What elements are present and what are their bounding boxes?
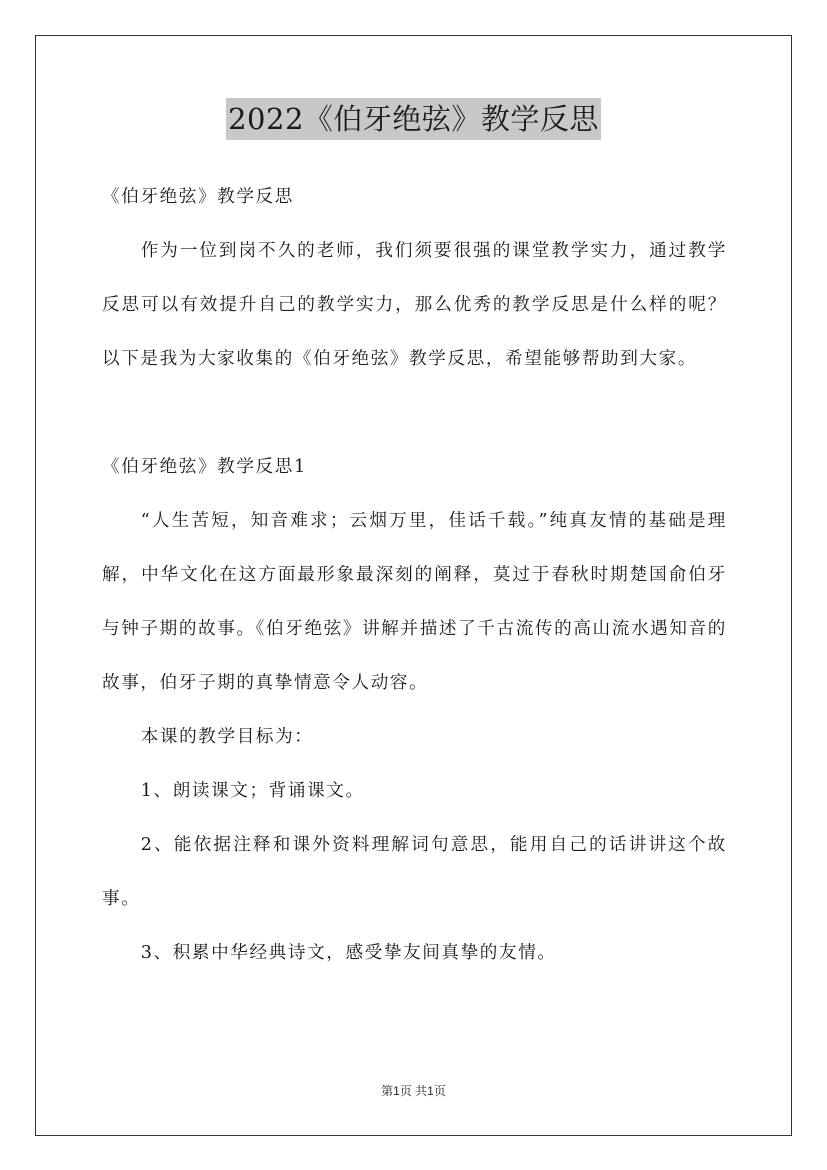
section-heading: 《伯牙绝弦》教学反思1 xyxy=(102,457,307,477)
goals-intro: 本课的教学目标为： xyxy=(140,727,314,747)
goal-item-2: 2、能依据注释和课外资料理解词句意思，能用自己的话讲讲这个故事。 xyxy=(102,835,727,909)
document-subtitle: 《伯牙绝弦》教学反思 xyxy=(102,187,294,207)
intro-paragraph: 作为一位到岗不久的老师，我们须要很强的课堂教学实力，通过教学反思可以有效提升自己的教学实力，那么优秀的教学反思是什么样的呢？以下是我为大家收集的《伯牙绝弦》教学反思，希望能够帮助到大家。 xyxy=(102,241,727,369)
document-body xyxy=(102,170,727,980)
section-spacer xyxy=(102,386,727,440)
document-title: 2022《伯牙绝弦》教学反思 xyxy=(226,98,601,140)
body-paragraph: “人生苦短，知音难求；云烟万里，佳话千载。”纯真友情的基础是理解，中华文化在这方面最形象最深刻的阐释，莫过于春秋时期楚国俞伯牙与钟子期的故事。《伯牙绝弦》讲解并描述了千古流传的高山流水遇知音的故事，伯牙子期的真挚情意令人动容。 xyxy=(102,511,727,693)
page-footer: 第1页 共1页 xyxy=(381,1084,446,1098)
title-container xyxy=(0,98,827,140)
goal-item-1: 1、朗读课文；背诵课文。 xyxy=(140,781,365,801)
goal-item-3: 3、积累中华经典诗文，感受挚友间真挚的友情。 xyxy=(140,943,557,963)
